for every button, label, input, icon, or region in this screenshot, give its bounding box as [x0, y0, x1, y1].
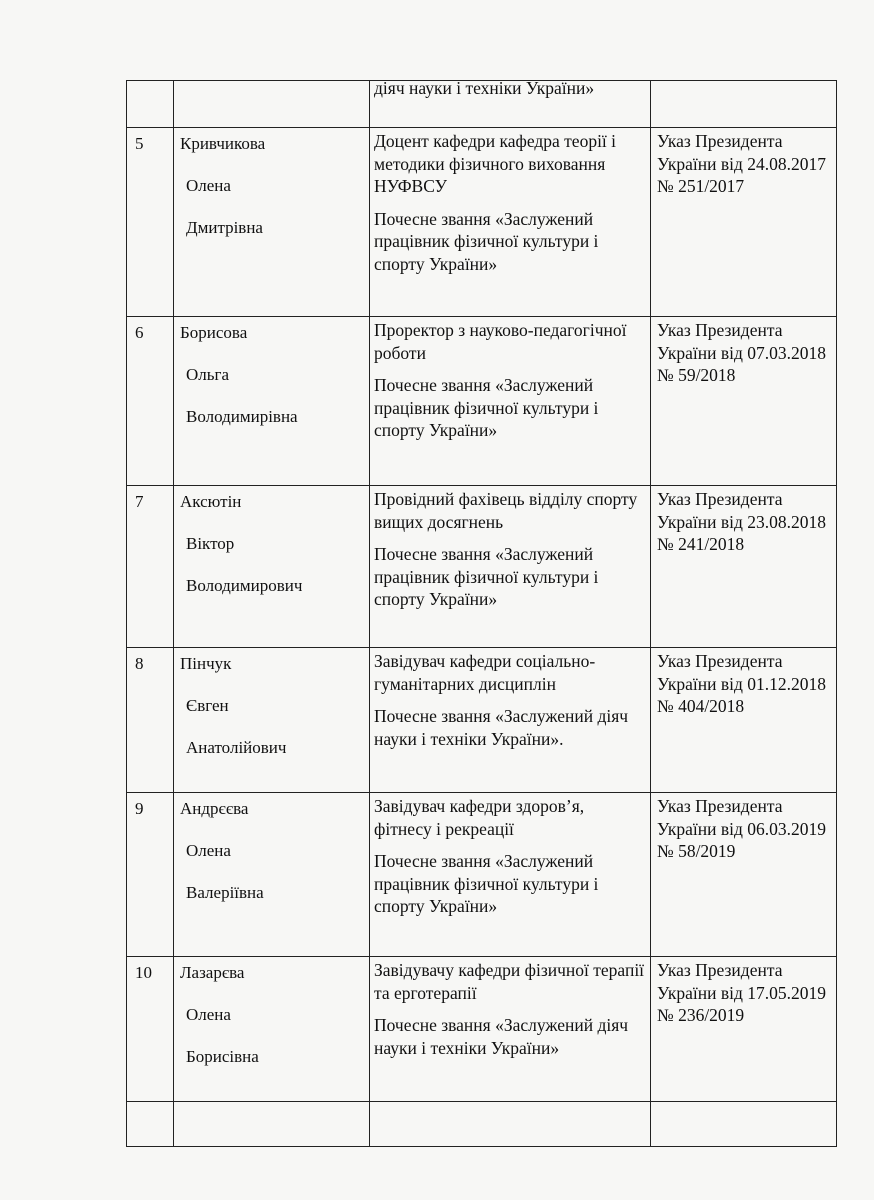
row-number — [127, 1102, 174, 1147]
position: Проректор з науково-педагогічної роботи — [374, 320, 627, 363]
position-and-title — [370, 793, 651, 957]
decree — [651, 957, 837, 1102]
honorary-title: Почесне звання «Заслужений працівник фізичної культури і спорту України» — [374, 851, 599, 916]
person-name — [174, 486, 370, 648]
patronymic: Борисівна — [186, 1047, 259, 1066]
first-name: Віктор — [186, 534, 235, 553]
person-name — [174, 793, 370, 957]
position: Завідувачу кафедри фізичної терапії та ерготерапії — [374, 960, 645, 1003]
honorary-title: Почесне звання «Заслужений працівник фізичної культури і спорту України» — [374, 544, 599, 609]
decree-text: Указ Президента України від 23.08.2018 № 241/2018 — [657, 489, 826, 554]
table-row — [127, 81, 837, 128]
patronymic: Анатолійович — [186, 738, 287, 757]
person-name — [174, 1102, 370, 1147]
decree — [651, 81, 837, 128]
table-row — [127, 317, 837, 486]
honorary-title: Почесне звання «Заслужений працівник фізичної культури і спорту України» — [374, 208, 599, 274]
row-number: 5 — [127, 128, 174, 317]
table-row — [127, 128, 837, 317]
table-row — [127, 486, 837, 648]
patronymic: Володимирович — [186, 576, 303, 595]
decree-text: Указ Президента України від 17.05.2019 № 236/2019 — [657, 960, 826, 1025]
person-name — [174, 957, 370, 1102]
row-number: 9 — [127, 793, 174, 957]
decree — [651, 1102, 837, 1147]
row-number — [127, 81, 174, 128]
patronymic: Валеріївна — [186, 883, 264, 902]
honorary-title: діяч науки і техніки України» — [374, 78, 595, 98]
position-and-title — [370, 78, 651, 128]
honorary-title: Почесне звання «Заслужений працівник фізичної культури і спорту України» — [374, 375, 599, 440]
table-row — [127, 1102, 837, 1147]
row-number: 6 — [127, 317, 174, 486]
position-and-title — [370, 317, 651, 486]
position-and-title — [370, 1102, 651, 1147]
patronymic: Володимирівна — [186, 407, 298, 426]
decree — [651, 486, 837, 648]
first-name: Ольга — [186, 365, 230, 384]
surname: Аксютін — [180, 492, 242, 511]
position-and-title — [370, 648, 651, 793]
person-name — [174, 128, 370, 317]
row-number: 7 — [127, 486, 174, 648]
table-row — [127, 648, 837, 793]
honorary-title: Почесне звання «Заслужений діяч науки і техніки України» — [374, 1015, 629, 1058]
position: Доцент кафедри кафедра теорії і методики фізичного виховання НУФВСУ — [374, 131, 617, 196]
person-name — [174, 317, 370, 486]
surname: Кривчикова — [180, 134, 266, 153]
awards-table — [126, 80, 837, 1147]
row-number: 10 — [127, 957, 174, 1102]
decree — [651, 648, 837, 793]
position: Завідувач кафедри здоров’я, фітнесу і рекреації — [374, 796, 585, 839]
position-and-title — [370, 128, 651, 317]
decree — [651, 317, 837, 486]
table-row — [127, 957, 837, 1102]
patronymic: Дмитрівна — [186, 218, 263, 237]
first-name: Євген — [186, 696, 229, 715]
position: Провідний фахівець відділу спорту вищих досягнень — [374, 489, 638, 532]
person-name — [174, 648, 370, 793]
position-and-title — [370, 486, 651, 648]
surname: Лазарєва — [180, 963, 245, 982]
person-name — [174, 81, 370, 128]
decree — [651, 128, 837, 317]
surname: Пінчук — [180, 654, 232, 673]
honorary-title: Почесне звання «Заслужений діяч науки і техніки України». — [374, 706, 629, 749]
surname: Борисова — [180, 323, 248, 342]
decree — [651, 793, 837, 957]
table-row — [127, 793, 837, 957]
first-name: Олена — [186, 841, 231, 860]
first-name: Олена — [186, 176, 231, 195]
position: Завідувач кафедри соціально-гуманітарних дисциплін — [374, 651, 596, 694]
first-name: Олена — [186, 1005, 231, 1024]
decree-text: Указ Президента України від 01.12.2018 № 404/2018 — [657, 651, 826, 716]
decree-text: Указ Президента України від 24.08.2017 № 251/2017 — [657, 131, 826, 196]
surname: Андрєєва — [180, 799, 249, 818]
position-and-title — [370, 957, 651, 1102]
row-number: 8 — [127, 648, 174, 793]
decree-text: Указ Президента України від 06.03.2019 № 58/2019 — [657, 796, 826, 861]
decree-text: Указ Президента України від 07.03.2018 № 59/2018 — [657, 320, 826, 385]
